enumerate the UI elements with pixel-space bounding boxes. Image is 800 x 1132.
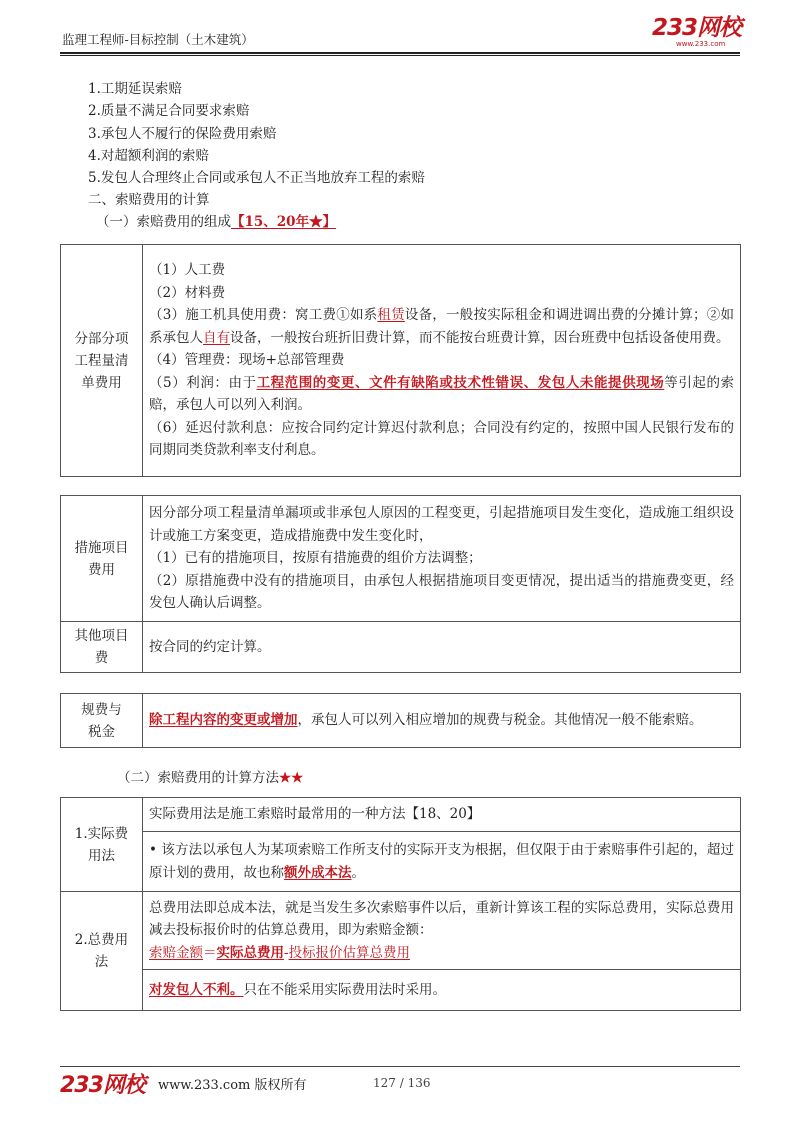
cost-composition-table bbox=[60, 244, 741, 477]
item-machinery: （3）施工机具使用费：窝工费①如系租赁设备，一般按实际租金和调进调出费的分摊计算；②如系承包人自有设备，一般按台班折旧费计算，而不能按台班费计算，因台班费中包括设备使用费。 bbox=[149, 307, 735, 346]
subsection-heading-1 bbox=[96, 210, 336, 230]
row-content: 实际费用法是施工索赔时最常用的一种方法【18、20】 bbox=[143, 798, 741, 832]
fees-taxes-table bbox=[60, 693, 741, 748]
subsection-heading-2 bbox=[117, 766, 303, 786]
footer-logo[interactable]: 233网校 bbox=[60, 1073, 145, 1098]
highlight-rent: 租赁 bbox=[377, 307, 405, 324]
highlight-extra-cost: 额外成本法 bbox=[284, 864, 352, 881]
formula: 索赔金额＝实际总费用-投标报价估算总费用 bbox=[149, 944, 411, 961]
list-item: 5.发包人合理终止合同或承包人不正当地放弃工程的索赔 bbox=[88, 170, 425, 187]
section-heading: 二、索赔费用的计算 bbox=[88, 192, 210, 209]
brand-logo[interactable] bbox=[652, 16, 742, 48]
row-label: 规费与税金 bbox=[61, 694, 143, 748]
highlight-own: 自有 bbox=[203, 329, 230, 346]
highlight-change: 除工程内容的变更或增加 bbox=[149, 712, 298, 729]
row-label: 分部分项工程量清单费用 bbox=[61, 245, 143, 477]
subsection-title: （二）索赔费用的计算方法 bbox=[117, 770, 279, 786]
claim-type-list bbox=[88, 78, 425, 212]
subsection-title: （一）索赔费用的组成 bbox=[96, 214, 231, 230]
row-content: 总费用法即总成本法，就是当发生多次索赔事件以后，重新计算该工程的实际总费用，实际总费用减去投标报价时的估算总费用，即为索赔金额： 索赔金额＝实际总费用-投标报价估算总费用 bbox=[143, 892, 741, 970]
row-content bbox=[143, 245, 741, 477]
item-profit: （5）利润：由于工程范围的变更、文件有缺陷或技术性错误、发包人未能提供现场等引起的索赔，承包人可以列入利润。 bbox=[149, 374, 735, 414]
list-item: 3.承包人不履行的保险费用索赔 bbox=[88, 125, 277, 142]
page-number: 127 / 136 bbox=[373, 1076, 431, 1090]
row-label: 措施项目费用 bbox=[61, 496, 143, 622]
measures-table bbox=[60, 495, 741, 673]
item-interest: （6）延迟付款利息：应按合同约定计算迟付款利息；合同没有约定的，按照中国人民银行发布的同期同类贷款利率支付利息。 bbox=[149, 419, 734, 459]
row-content: 因分部分项工程量清单漏项或非承包人原因的工程变更，引起措施项目发生变化，造成施工组织设计或施工方案变更，造成措施费中发生变化时， （1）已有的措施项目，按原有措施费的组价方法调整； （2）原措施费中没有的措施项目，由承包人根据措施项目变更情况，提出适当的措施费变更，经发包人确认后调整。 bbox=[143, 496, 741, 622]
list-item: 2.质量不满足合同要求索赔 bbox=[88, 103, 250, 120]
row-content: 按合同的约定计算。 bbox=[143, 622, 741, 673]
row-label: 其他项目费 bbox=[61, 622, 143, 673]
item-management: （4）管理费：现场+总部管理费 bbox=[149, 352, 345, 369]
logo-url: www.233.com bbox=[676, 40, 726, 48]
highlight-profit-causes: 工程范围的变更、文件有缺陷或技术性错误、发包人未能提供现场 bbox=[256, 374, 665, 391]
header-rule-thin bbox=[60, 55, 740, 56]
list-item: 1.工期延误索赔 bbox=[88, 81, 182, 97]
row-content: • 该方法以承包人为某项索赔工作所支付的实际开支为根据，但仅限于由于索赔事件引起的，超过原计划的费用，故也称额外成本法。 bbox=[143, 832, 741, 892]
highlight-unfavorable: 对发包人不利。 bbox=[149, 981, 244, 998]
exam-year-tag: 【15、20年★】 bbox=[231, 214, 337, 230]
footer-copyright: www.233.com 版权所有 bbox=[158, 1078, 307, 1093]
row-content: 除工程内容的变更或增加，承包人可以列入相应增加的规费与税金。其他情况一般不能索赔。 bbox=[143, 694, 741, 748]
row-label: 1.实际费用法 bbox=[61, 798, 143, 892]
row-content: 对发包人不利。只在不能采用实际费用法时采用。 bbox=[143, 970, 741, 1011]
page-header-title: 监理工程师-目标控制（土木建筑） bbox=[62, 32, 254, 47]
row-label: 2.总费用法 bbox=[61, 892, 143, 1011]
item-labor: （1）人工费 bbox=[149, 262, 226, 279]
calc-method-table bbox=[60, 797, 741, 1011]
list-item: 4.对超额利润的索赔 bbox=[88, 147, 209, 164]
footer-rule bbox=[60, 1066, 740, 1067]
logo-text: 233网校 bbox=[652, 15, 742, 41]
header-rule bbox=[60, 52, 740, 54]
importance-stars: ★★ bbox=[279, 770, 304, 786]
item-material: （2）材料费 bbox=[149, 284, 226, 301]
